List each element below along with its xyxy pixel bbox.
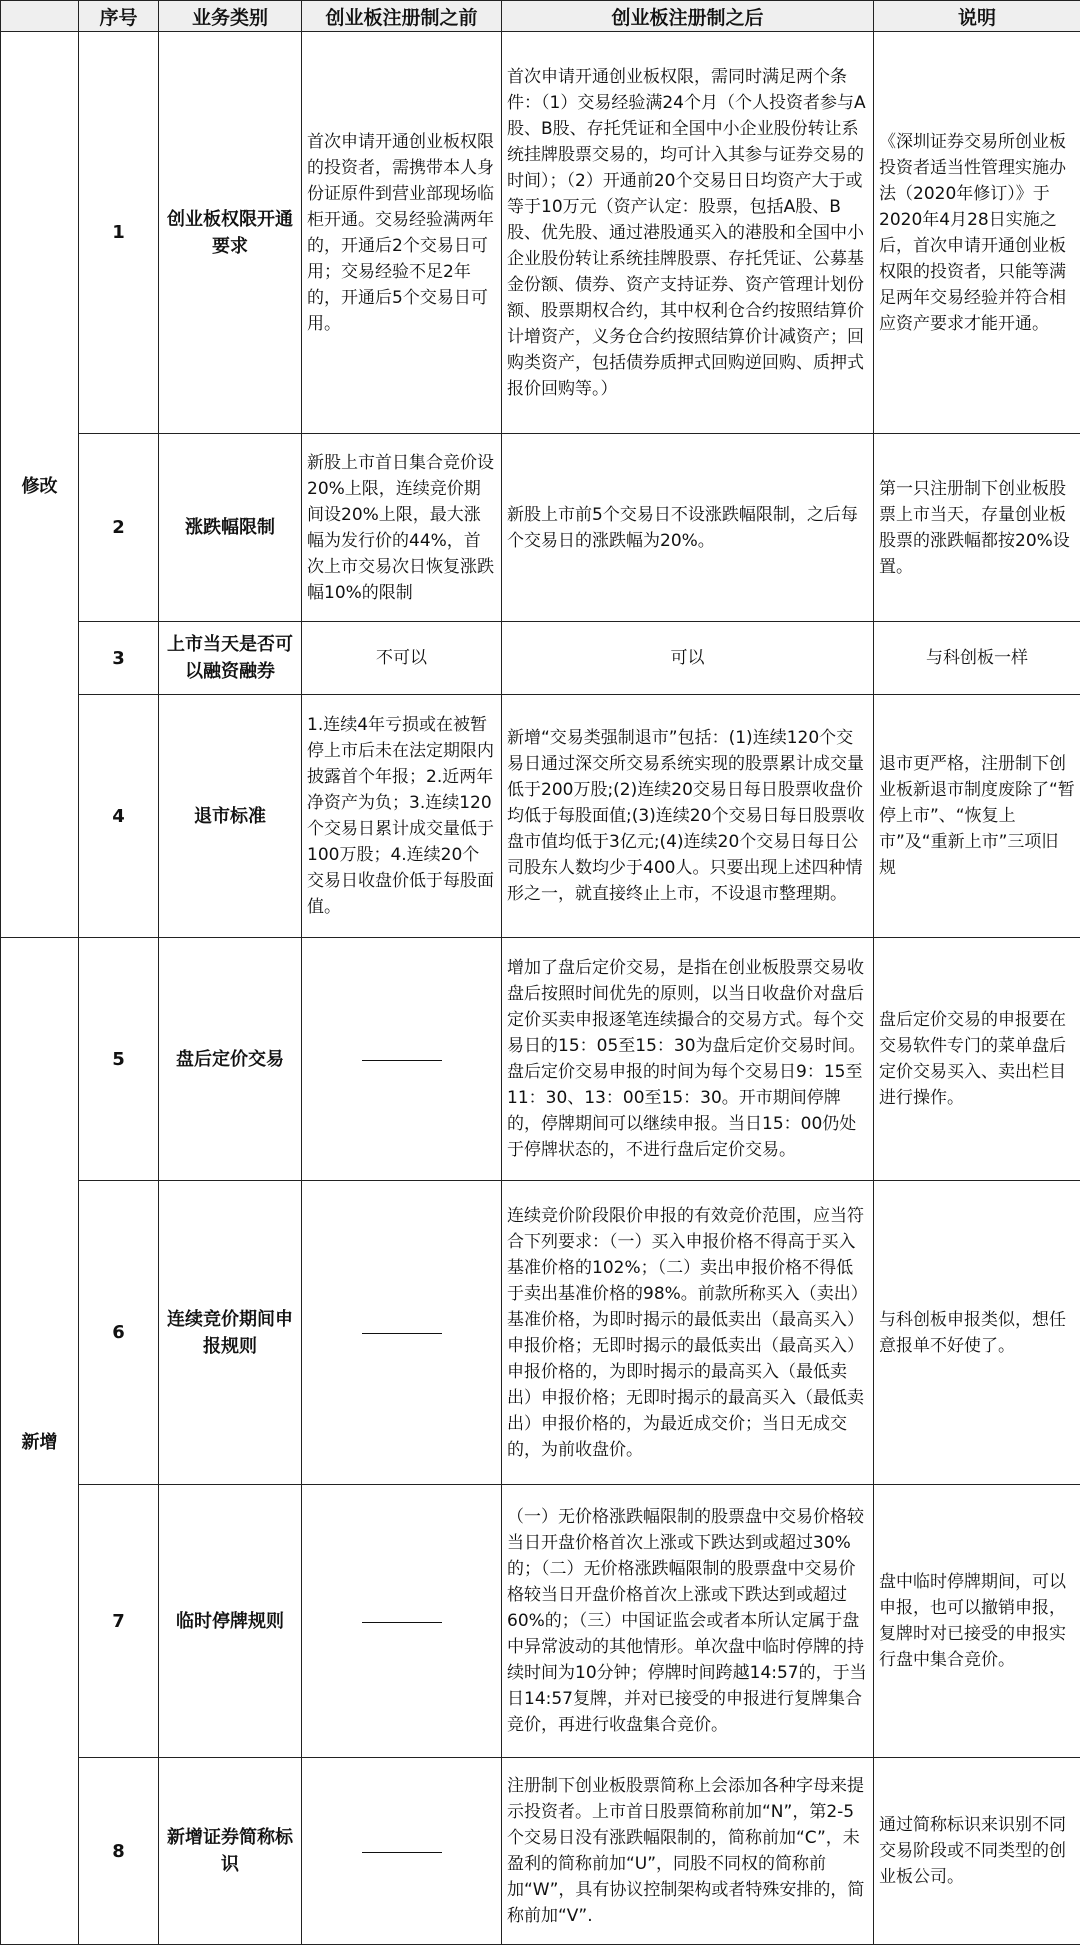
- row-number: 2: [79, 434, 159, 622]
- row-type: 连续竞价期间申报规则: [159, 1181, 302, 1485]
- row-note: 通过简称标识来识别不同交易阶段或不同类型的创业板公司。: [874, 1758, 1080, 1945]
- row-after: 注册制下创业板股票简称上会添加各种字母来提示投资者。上市首日股票简称前加“N”，第2-5个交易日没有涨跌幅限制的，简称前加“C”，未盈利的简称前加“U”，同股不同权的简称前加“W”，具有协议控制架构或者特殊安排的，简称前加“V”.: [502, 1758, 874, 1945]
- row-before: 不可以: [302, 622, 502, 695]
- row-number: 4: [79, 695, 159, 938]
- row-before: 新股上市首日集合竞价设20%上限，连续竞价期间设20%上限，最大涨幅为发行价的44%，首次上市交易次日恢复涨跌幅10%的限制: [302, 434, 502, 622]
- table-row: [1, 1485, 1080, 1758]
- row-before-empty: [302, 1758, 502, 1945]
- row-type: 新增证券简称标识: [159, 1758, 302, 1945]
- row-note: 与科创板申报类似，想任意报单不好使了。: [874, 1181, 1080, 1485]
- row-before: 首次申请开通创业板权限的投资者，需携带本人身份证原件到营业部现场临柜开通。交易经验满两年的，开通后2个交易日可用；交易经验不足2年的，开通后5个交易日可用。: [302, 32, 502, 434]
- row-after: （一）无价格涨跌幅限制的股票盘中交易价格较当日开盘价格首次上涨或下跌达到或超过30%的；（二）无价格涨跌幅限制的股票盘中交易价格较当日开盘价格首次上涨或下跌达到或超过60%的；（三）中国证监会或者本所认定属于盘中异常波动的其他情形。单次盘中临时停牌的持续时间为10分钟；停牌时间跨越14:57的，于当日14:57复牌，并对已接受的申报进行复牌集合竞价，再进行收盘集合竞价。: [502, 1485, 874, 1758]
- dash-divider: [362, 1852, 442, 1853]
- table-row: [1, 1181, 1080, 1485]
- row-note: 与科创板一样: [874, 622, 1080, 695]
- row-after: 新增“交易类强制退市”包括：(1)连续120个交易日通过深交所交易系统实现的股票累计成交量低于200万股;(2)连续20交易日每日股票收盘价均低于每股面值;(3)连续20个交易日每日股票收盘市值均低于3亿元;(4)连续20个交易日每日公司股东人数均少于400人。只要出现上述四种情形之一，就直接终止上市，不设退市整理期。: [502, 695, 874, 938]
- header-no: 序号: [79, 1, 159, 32]
- row-type: 创业板权限开通要求: [159, 32, 302, 434]
- row-note: 第一只注册制下创业板股票上市当天，存量创业板股票的涨跌幅都按20%设置。: [874, 434, 1080, 622]
- category-add: 新增: [1, 938, 79, 1945]
- table-row: [1, 622, 1080, 695]
- row-note: 退市更严格，注册制下创业板新退市制度废除了“暂停上市”、“恢复上市”及“重新上市”三项旧规: [874, 695, 1080, 938]
- row-number: 7: [79, 1485, 159, 1758]
- table-row: [1, 938, 1080, 1181]
- row-before-empty: [302, 1181, 502, 1485]
- row-number: 6: [79, 1181, 159, 1485]
- row-number: 3: [79, 622, 159, 695]
- category-modify: 修改: [1, 32, 79, 938]
- row-number: 1: [79, 32, 159, 434]
- row-after: 连续竞价阶段限价申报的有效竞价范围，应当符合下列要求：（一）买入申报价格不得高于买入基准价格的102%；（二）卖出申报价格不得低于卖出基准价格的98%。前款所称买入（卖出）基准价格，为即时揭示的最低卖出（最高买入）申报价格；无即时揭示的最低卖出（最高买入）申报价格的，为即时揭示的最高买入（最低卖出）申报价格；无即时揭示的最高买入（最低卖出）申报价格的，为最近成交价；当日无成交的，为前收盘价。: [502, 1181, 874, 1485]
- dash-divider: [362, 1622, 442, 1623]
- row-note: 盘中临时停牌期间，可以申报，也可以撤销申报，复牌时对已接受的申报实行盘中集合竞价。: [874, 1485, 1080, 1758]
- header-before: 创业板注册制之前: [302, 1, 502, 32]
- row-type: 临时停牌规则: [159, 1485, 302, 1758]
- row-type: 上市当天是否可以融资融券: [159, 622, 302, 695]
- header-type: 业务类别: [159, 1, 302, 32]
- row-note: 《深圳证券交易所创业板投资者适当性管理实施办法（2020年修订）》于2020年4月28日实施之后，首次申请开通创业板权限的投资者，只能等满足两年交易经验并符合相应资产要求才能开通。: [874, 32, 1080, 434]
- table-row: [1, 695, 1080, 938]
- header-after: 创业板注册制之后: [502, 1, 874, 32]
- table-row: [1, 434, 1080, 622]
- row-before-empty: [302, 1485, 502, 1758]
- table-row: [1, 1758, 1080, 1945]
- row-after: 可以: [502, 622, 874, 695]
- row-after: 首次申请开通创业板权限，需同时满足两个条件：（1）交易经验满24个月（个人投资者参与A股、B股、存托凭证和全国中小企业股份转让系统挂牌股票交易的，均可计入其参与证券交易的时间）；（2）开通前20个交易日日均资产大于或等于10万元（资产认定：股票，包括A股、B股、优先股、通过港股通买入的港股和全国中小企业股份转让系统挂牌股票、存托凭证、公募基金份额、债券、资产支持证券、资产管理计划份额、股票期权合约，其中权利仓合约按照结算价计增资产，义务仓合约按照结算价计减资产；回购类资产，包括债券质押式回购逆回购、质押式报价回购等。）: [502, 32, 874, 434]
- table-row: [1, 32, 1080, 434]
- dash-divider: [362, 1333, 442, 1334]
- row-type: 盘后定价交易: [159, 938, 302, 1181]
- row-note: 盘后定价交易的申报要在交易软件专门的菜单盘后定价交易买入、卖出栏目进行操作。: [874, 938, 1080, 1181]
- dash-divider: [362, 1060, 442, 1061]
- row-before-empty: [302, 938, 502, 1181]
- row-after: 增加了盘后定价交易，是指在创业板股票交易收盘后按照时间优先的原则，以当日收盘价对盘后定价买卖申报逐笔连续撮合的交易方式。每个交易日的15：05至15：30为盘后定价交易时间。盘后定价交易申报的时间为每个交易日9：15至11：30、13：00至15：30。开市期间停牌的，停牌期间可以继续申报。当日15：00仍处于停牌状态的，不进行盘后定价交易。: [502, 938, 874, 1181]
- row-number: 8: [79, 1758, 159, 1945]
- header-note: 说明: [874, 1, 1080, 32]
- row-number: 5: [79, 938, 159, 1181]
- row-before: 1.连续4年亏损或在被暂停上市后未在法定期限内披露首个年报；2.近两年净资产为负；3.连续120个交易日累计成交量低于100万股；4.连续20个交易日收盘价低于每股面值。: [302, 695, 502, 938]
- row-type: 退市标准: [159, 695, 302, 938]
- header-blank: [1, 1, 79, 32]
- row-type: 涨跌幅限制: [159, 434, 302, 622]
- header-row: [1, 1, 1080, 32]
- row-after: 新股上市前5个交易日不设涨跌幅限制，之后每个交易日的涨跌幅为20%。: [502, 434, 874, 622]
